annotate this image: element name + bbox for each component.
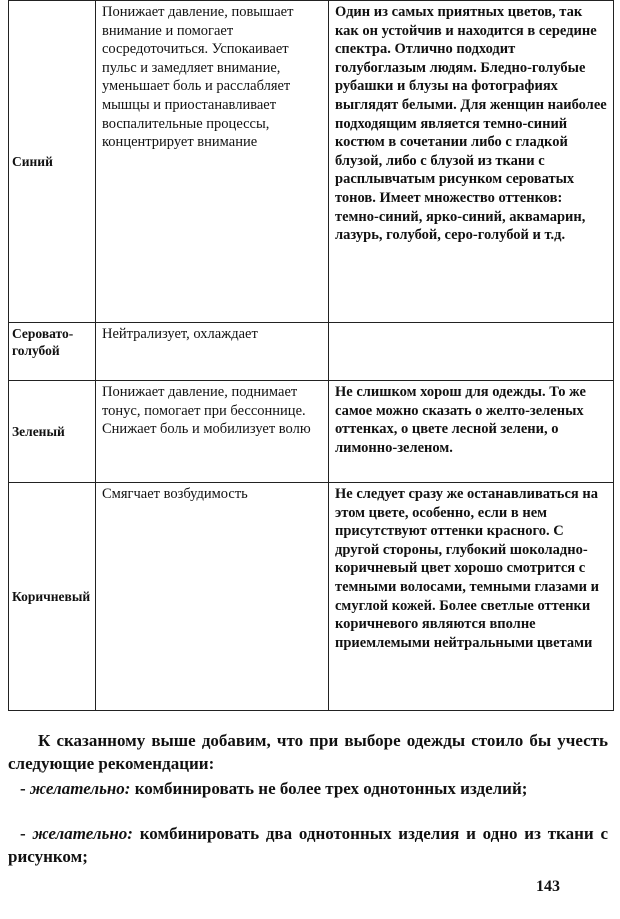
table-row [9, 1, 614, 323]
item-label: желательно: [32, 824, 133, 843]
color-recommendation: Не слишком хорош для одежды. То же самое можно сказать о желто-зеленых оттенках, о цвете лесной зелени, о лимонно-зеленом. [329, 381, 614, 483]
table-row [9, 381, 614, 483]
item-text: комбинировать два однотонных изделия и одно из ткани с рисунком; [8, 824, 608, 866]
item-prefix: - [20, 824, 33, 843]
color-name: Серовато-голубой [9, 323, 96, 381]
color-name: Зеленый [9, 381, 96, 483]
item-label: желательно: [29, 779, 131, 798]
page-number: 143 [536, 878, 560, 895]
table-row [9, 323, 614, 381]
table-row [9, 483, 614, 711]
intro-paragraph: К сказанному выше добавим, что при выборе одежды стоило бы учесть следующие рекомендации: [8, 731, 608, 773]
color-recommendation: Не следует сразу же останавливаться на этом цвете, особенно, если в нем присутствуют оттенки красного. С другой стороны, глубокий шоколадно-коричневый цвет хорошо смотрится с темными волосами, темными глазами и смуглой кожей. Более светлые оттенки коричневого являются вполне приемлемыми нейтральными цветами [329, 483, 614, 711]
item-text: комбинировать не более трех однотонных изделий; [130, 779, 528, 798]
recommendation-item [8, 778, 608, 801]
color-effect: Понижает давление, поднимает тонус, помогает при бессоннице. Снижает боль и мобилизует волю [96, 381, 329, 483]
color-recommendation: Один из самых приятных цветов, так как он устойчив и находится в середине спектра. Отлично подходит голубоглазым людям. Бледно-голубые рубашки и блузы на фотографиях выглядят белыми. Для женщин наиболее подходящим является темно-синий костюм в сочетании либо с гладкой блузой, либо с блузой из ткани с расплывчатым рисунком сероватых тонов. Имеет множество оттенков: темно-синий, ярко-синий, аквамарин, лазурь, голубой, серо-голубой и т.д. [329, 1, 614, 323]
color-name: Синий [9, 1, 96, 323]
color-effect: Нейтрализует, охлаждает [96, 323, 329, 381]
color-recommendation [329, 323, 614, 381]
recommendation-item [8, 823, 608, 868]
color-table [8, 0, 614, 711]
color-name: Коричневый [9, 483, 96, 711]
color-effect: Смягчает возбудимость [96, 483, 329, 711]
item-prefix: - [20, 779, 30, 798]
color-effect: Понижает давление, повышает внимание и помогает сосредоточиться. Успокаивает пульс и замедляет внимание, уменьшает боль и расслабляет мышцы и приостанавливает воспалительные процессы, концентрирует внимание [96, 1, 329, 323]
